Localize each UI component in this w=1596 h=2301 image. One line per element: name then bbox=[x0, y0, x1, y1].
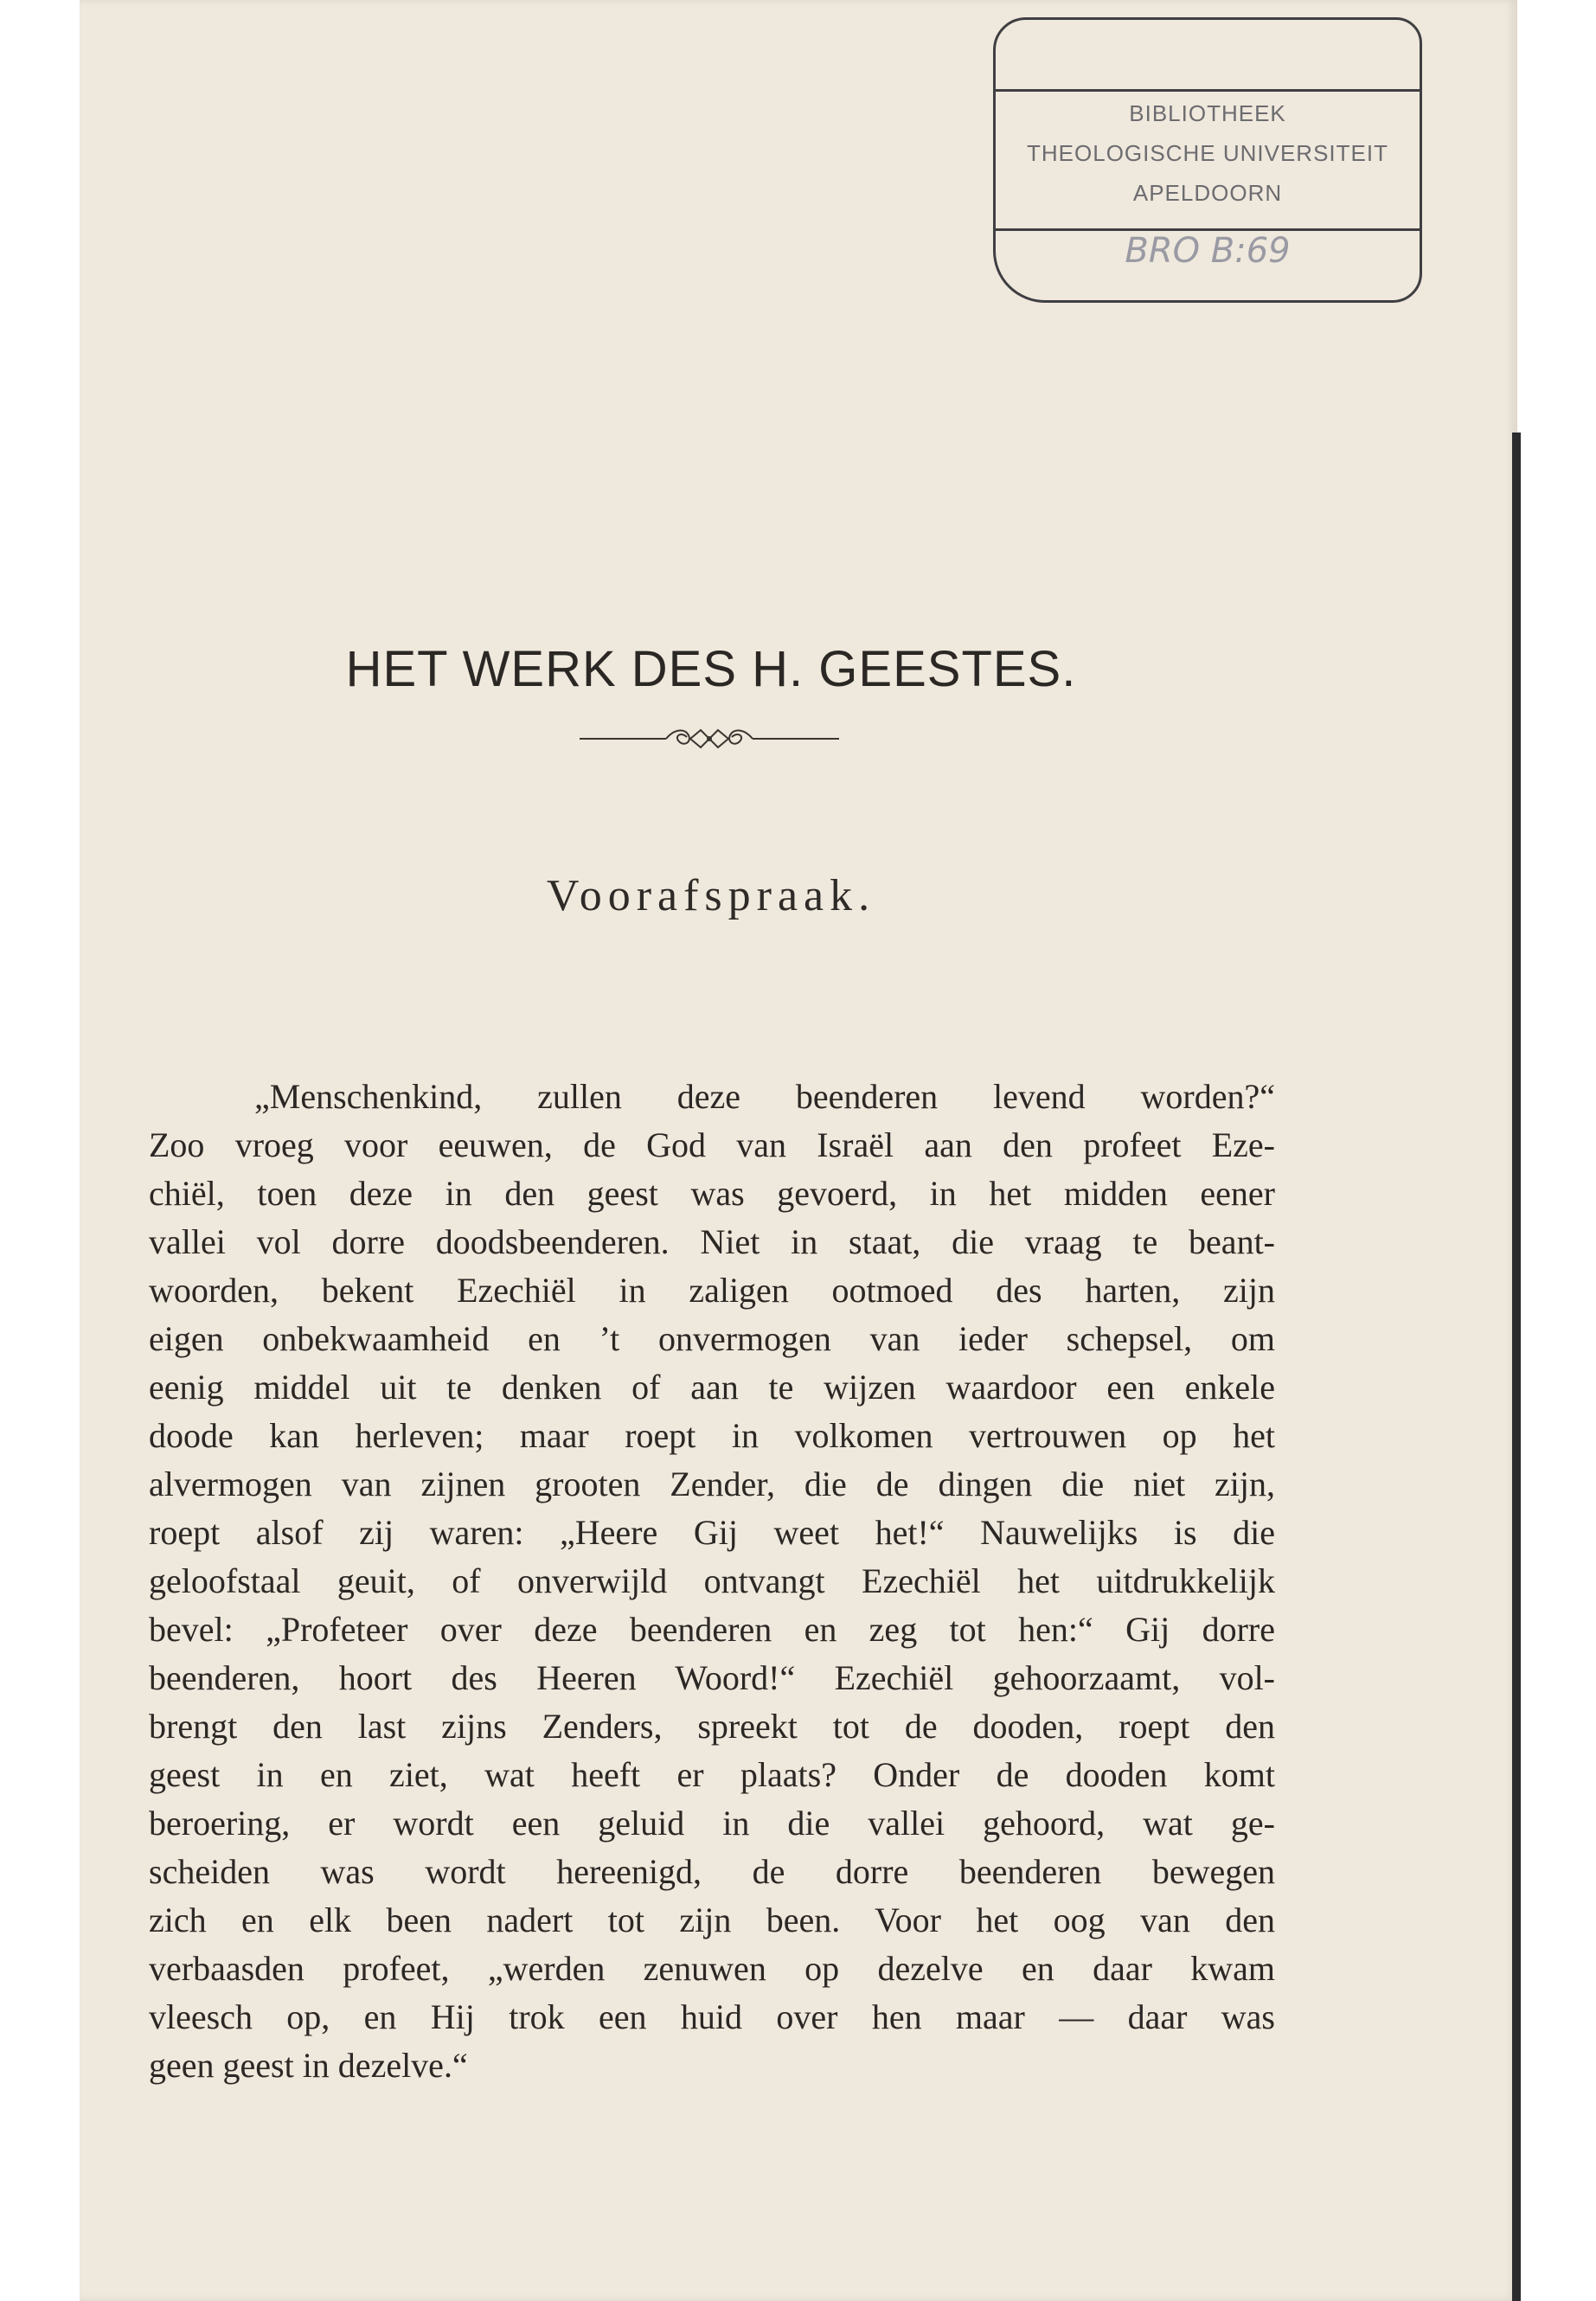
text-line: beroering, er wordt een geluid in die vallei gehoord, wat ge- bbox=[149, 1804, 1275, 1843]
stamp-line-2: THEOLOGISCHE UNIVERSITEIT bbox=[1027, 140, 1388, 166]
text-line: eigen onbekwaamheid en ’t onvermogen van ieder schepsel, om bbox=[149, 1319, 1275, 1358]
text-line: chiël, toen deze in den geest was gevoerd, in het midden eener bbox=[149, 1174, 1275, 1213]
stamp-shelfmark: BRO B:69 bbox=[1125, 231, 1291, 271]
text-line: Zoo vroeg voor eeuwen, de God van Israël aan den profeet Eze- bbox=[149, 1125, 1275, 1164]
text-line: bevel: „Profeteer over deze beenderen en zeg tot hen:“ Gij dorre bbox=[149, 1610, 1275, 1649]
body-paragraph bbox=[149, 1073, 1275, 2090]
stamp-band bbox=[996, 89, 1420, 231]
section-heading: Voorafspraak. bbox=[546, 871, 876, 920]
text-line: brengt den last zijns Zenders, spreekt tot de dooden, roept den bbox=[149, 1707, 1275, 1746]
text-line: „Menschenkind, zullen deze beenderen levend worden?“ bbox=[254, 1077, 1275, 1116]
text-line: woorden, bekent Ezechiël in zaligen ootmoed des harten, zijn bbox=[149, 1271, 1275, 1310]
text-line: geen geest in dezelve.“ bbox=[149, 2046, 468, 2085]
text-line: verbaasden profeet, „werden zenuwen op dezelve en daar kwam bbox=[149, 1949, 1275, 1988]
book-cover-edge bbox=[1512, 433, 1521, 2301]
text-line: zich en elk been nadert tot zijn been. Voor het oog van den bbox=[149, 1900, 1275, 1939]
text-line: alvermogen van zijnen grooten Zender, die de dingen die niet zijn, bbox=[149, 1465, 1275, 1503]
text-line: roept alsof zij waren: „Heere Gij weet het!“ Nauwelijks is die bbox=[149, 1513, 1275, 1552]
text-line: vallei vol dorre doodsbeenderen. Niet in staat, die vraag te beant- bbox=[149, 1222, 1275, 1261]
library-stamp bbox=[993, 17, 1422, 303]
text-line: eenig middel uit te denken of aan te wijzen waardoor een enkele bbox=[149, 1368, 1275, 1407]
text-line: doode kan herleven; maar roept in volkomen vertrouwen op het bbox=[149, 1416, 1275, 1455]
ornament-divider-icon bbox=[580, 723, 839, 754]
text-line: geloofstaal geuit, of onverwijld ontvangt Ezechiël het uitdrukkelijk bbox=[149, 1561, 1275, 1600]
text-line: geest in en ziet, wat heeft er plaats? Onder de dooden komt bbox=[149, 1755, 1275, 1794]
stamp-line-3: APELDOORN bbox=[1132, 180, 1283, 206]
page-title: HET WERK DES H. GEESTES. bbox=[345, 641, 1077, 697]
text-line: scheiden was wordt hereenigd, de dorre beenderen bewegen bbox=[149, 1852, 1275, 1891]
text-line: vleesch op, en Hij trok een huid over hen maar — daar was bbox=[149, 1997, 1275, 2036]
stamp-line-1: BIBLIOTHEEK bbox=[1129, 100, 1286, 126]
text-line: beenderen, hoort des Heeren Woord!“ Ezechiël gehoorzaamt, vol- bbox=[149, 1658, 1275, 1697]
